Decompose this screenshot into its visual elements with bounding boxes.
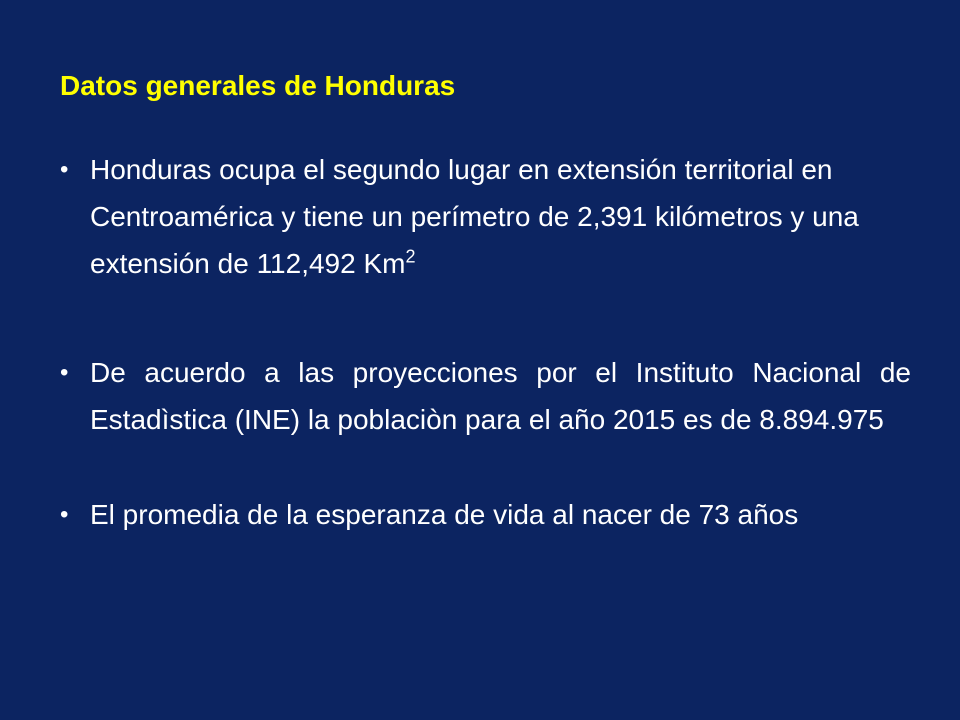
bullet-dot-icon: •: [60, 501, 69, 528]
bullet-text-life-expectancy: El promedia de la esperanza de vida al nacer de 73 años: [90, 499, 799, 530]
bullet-text-population: De acuerdo a las proyecciones por el Instituto Nacional de Estadìstica (INE) la poblaciòn para el año 2015 es de 8.894.975: [90, 357, 911, 435]
bullet-item-life-expectancy: [56, 491, 891, 538]
bullet-item-population: [56, 349, 911, 443]
bullet-text-territory: Honduras ocupa el segundo lugar en extensión territorial en Centroamérica y tiene un perímetro de 2,391 kilómetros y una extensión de 112,492 Km: [90, 154, 859, 279]
slide-title: Datos generales de Honduras: [60, 70, 456, 101]
bullet-dot-icon: •: [60, 359, 69, 386]
bullet-dot-icon: •: [60, 156, 69, 183]
bullet-item-territory: [56, 146, 883, 287]
km-superscript: 2: [405, 246, 416, 267]
bullet-list: [56, 146, 911, 538]
